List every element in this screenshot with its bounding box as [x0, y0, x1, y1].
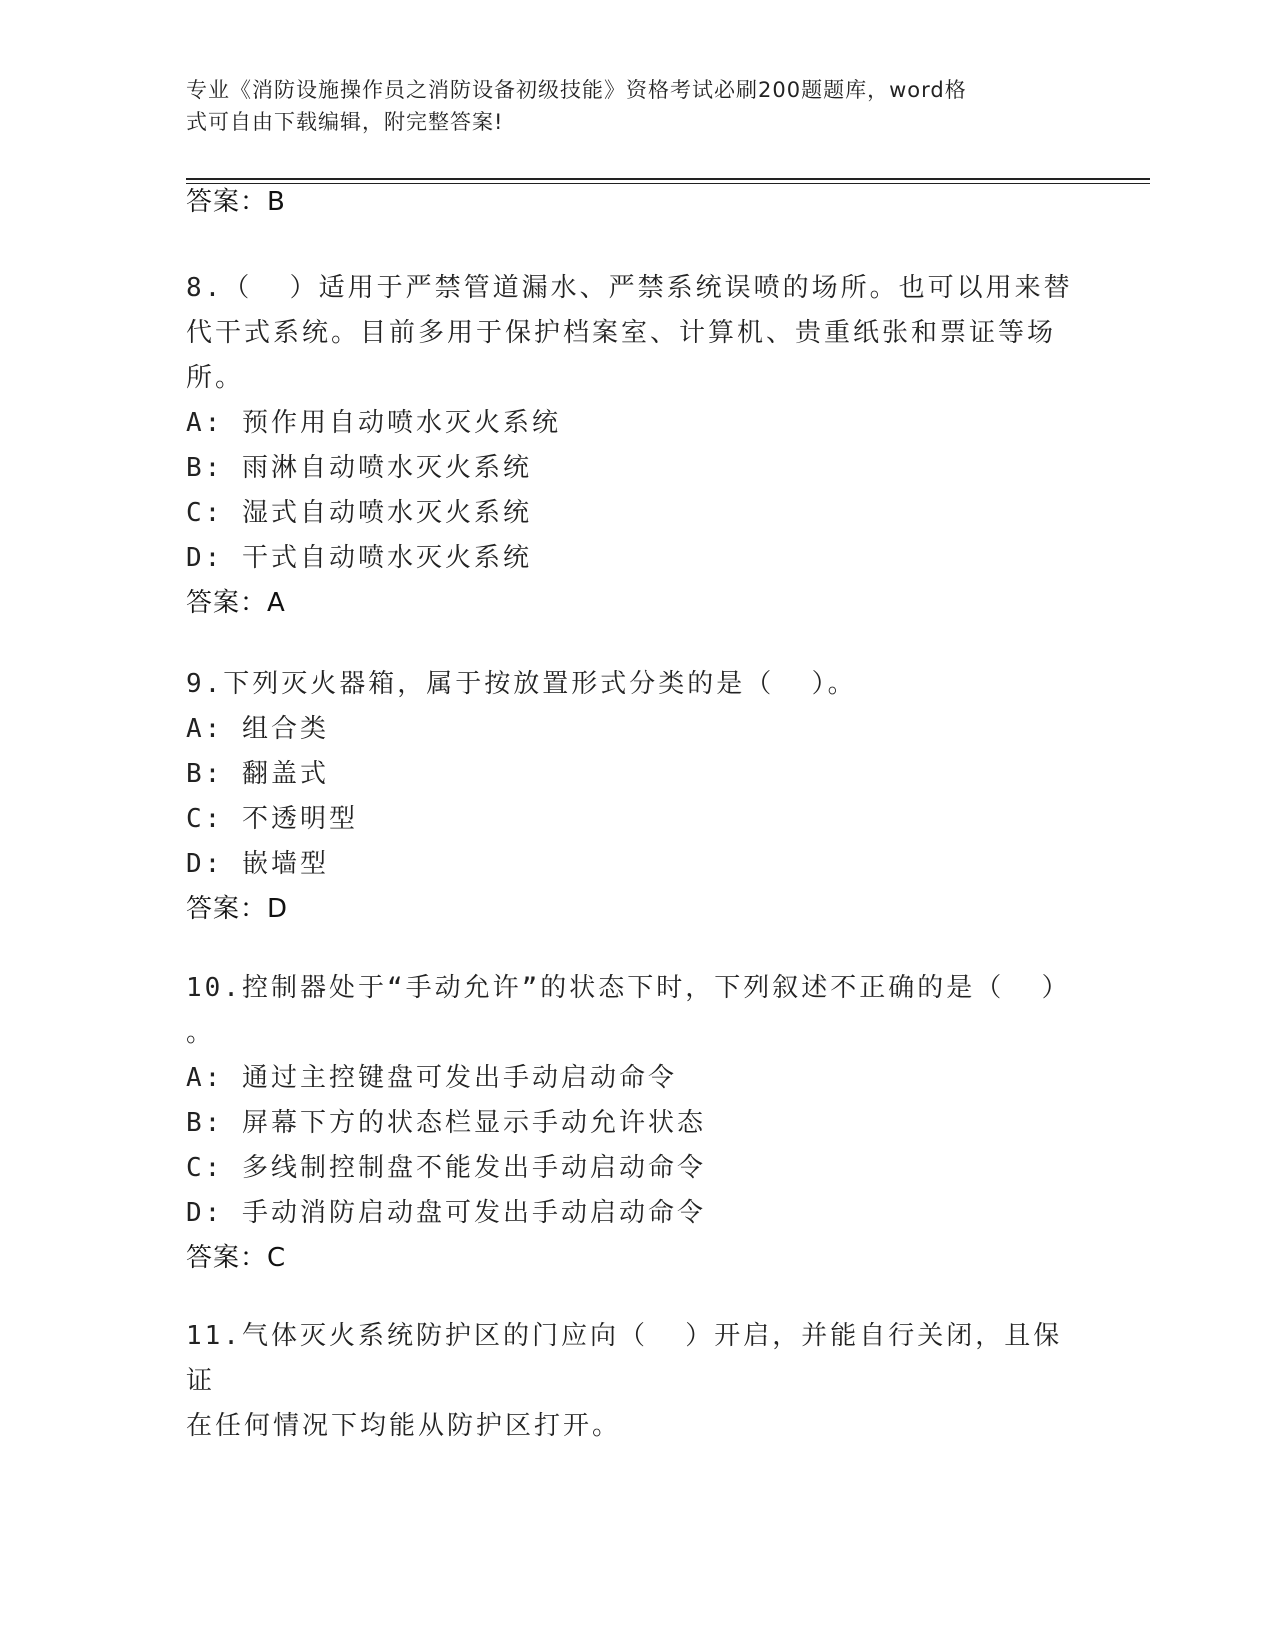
question-10-line-1: 10.控制器处于“手动允许”的状态下时，下列叙述不正确的是（ ）	[186, 973, 1071, 1003]
question-8-line-2: 代干式系统。目前多用于保护档案室、计算机、贵重纸张和票证等场	[186, 318, 1057, 348]
question-10	[186, 966, 1086, 1278]
question-8-option-d: D: 干式自动喷水灭火系统	[186, 543, 532, 573]
question-9-line-1: 9.下列灭火器箱，属于按放置形式分类的是（ ）。	[186, 669, 857, 699]
question-8-line-1: 8.（ ）适用于严禁管道漏水、严禁系统误喷的场所。也可以用来替	[186, 273, 1073, 303]
question-10-option-b: B: 屏幕下方的状态栏显示手动允许状态	[186, 1108, 706, 1138]
question-11-line-1: 11.气体灭火系统防护区的门应向（ ）开启，并能自行关闭，且保证	[186, 1321, 1063, 1396]
question-8-option-c: C: 湿式自动喷水灭火系统	[186, 498, 532, 528]
question-10-option-a: A: 通过主控键盘可发出手动启动命令	[186, 1063, 677, 1093]
question-10-option-c: C: 多线制控制盘不能发出手动启动命令	[186, 1153, 706, 1183]
question-11-line-2: 在任何情况下均能从防护区打开。	[186, 1411, 622, 1441]
question-10-option-d: D: 手动消防启动盘可发出手动启动命令	[186, 1198, 706, 1228]
question-10-line-2: 。	[186, 1018, 216, 1048]
answer-q8: 答案：A	[186, 588, 286, 618]
question-11	[186, 1314, 1086, 1449]
question-8-line-3: 所。	[186, 363, 245, 393]
answer-q7: 答案：B	[186, 187, 286, 217]
question-9	[186, 662, 1086, 929]
header-line-1: 专业《消防设施操作员之消防设备初级技能》资格考试必刷200题题库，word格	[186, 78, 967, 102]
question-9-option-d: D: 嵌墙型	[186, 849, 329, 879]
page-header	[186, 74, 1066, 138]
question-9-option-a: A: 组合类	[186, 714, 329, 744]
header-line-2: 式可自由下载编辑，附完整答案!	[186, 110, 504, 134]
question-9-option-c: C: 不透明型	[186, 804, 358, 834]
answer-q9: 答案：D	[186, 894, 289, 924]
question-8	[186, 266, 1086, 623]
question-8-option-b: B: 雨淋自动喷水灭火系统	[186, 453, 532, 483]
question-8-option-a: A: 预作用自动喷水灭火系统	[186, 408, 561, 438]
header-divider	[186, 178, 1150, 180]
question-9-option-b: B: 翻盖式	[186, 759, 329, 789]
answer-q10: 答案：C	[186, 1243, 287, 1273]
